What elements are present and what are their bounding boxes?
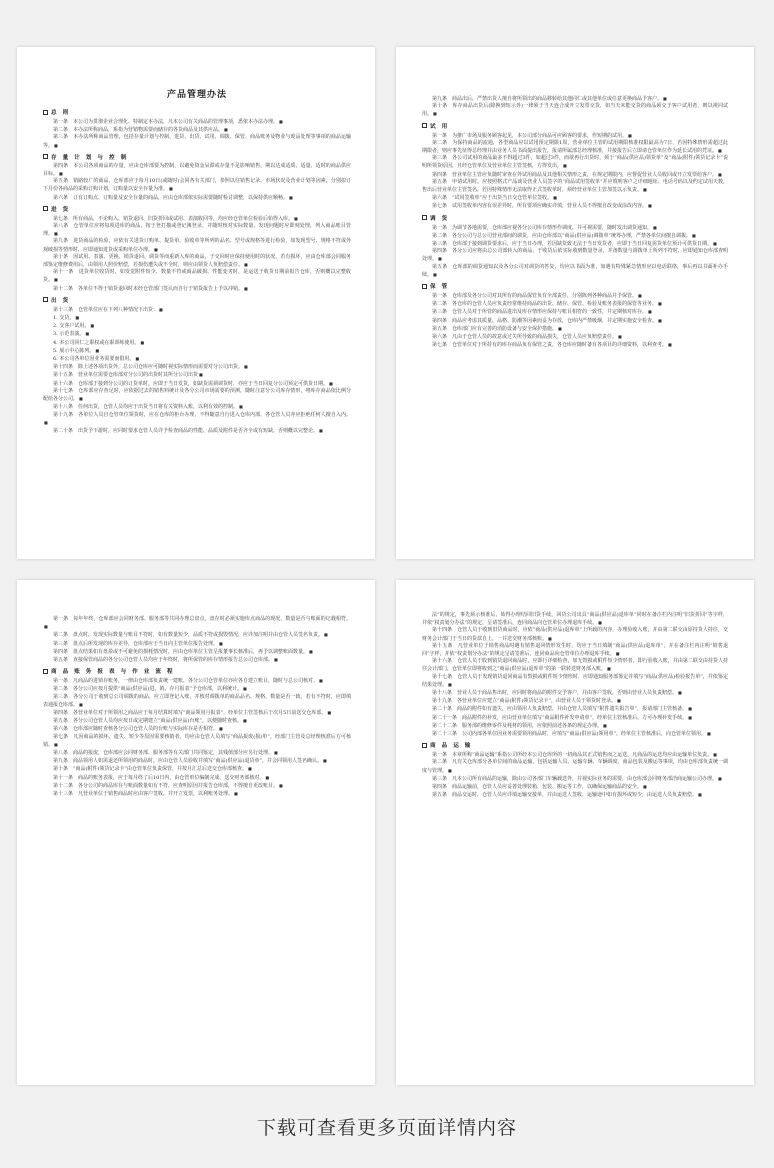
article-paragraph (43, 725, 351, 733)
article-paragraph (43, 178, 351, 193)
paragraph-text: 第二条 为保持商品的流通，各型商品应以试用预定期限1周，营业单位主管的试用期限核准权限最高为7日，若因特殊情形需超过此期限者，则应事先征得总经理并由业务人员书面提出报告，报请所属部总经理核准，并接报告后立即请仓管单位作为延长试用的凭证。 (422, 139, 728, 155)
checkbox-square-icon (422, 284, 427, 289)
paragraph-text: 第九条 商品领用人如需退还所领用的商品时，应由仓管人员验收并填写“商品(供应品)退货单”，并会同领用人签名确认。 (53, 758, 323, 765)
paragraph-text: 6. 本公司各单位因业务需要而借用。 (53, 356, 135, 363)
end-of-paragraph-icon: ■ (658, 317, 662, 323)
article-paragraph (422, 689, 728, 697)
end-of-paragraph-icon: ■ (159, 306, 163, 312)
article-paragraph (43, 254, 351, 269)
article-paragraph (422, 179, 728, 194)
end-of-paragraph-icon: ■ (319, 678, 323, 684)
end-of-paragraph-icon: ■ (658, 301, 662, 307)
chapter-heading (422, 214, 728, 222)
end-of-paragraph-icon: ■ (294, 215, 298, 221)
paragraph-text: 第九条 商品出后，严禁出货人擅自将所领出的商品移转给其他同仁或其他单位或任意更换商品予客户。 (432, 96, 663, 102)
article-paragraph (422, 697, 728, 705)
end-of-paragraph-icon: ■ (243, 686, 247, 692)
paragraph-text: 第十四条 除上述各项出货外，总公司仓库应可随时视实际情形而需要对分公司出货。 (53, 364, 244, 371)
article-paragraph (422, 232, 728, 240)
end-of-paragraph-icon: ■ (718, 775, 722, 781)
article-paragraph (422, 248, 728, 263)
end-of-paragraph-icon: ■ (653, 224, 657, 230)
end-of-paragraph-icon: ■ (248, 766, 252, 772)
paragraph-text: 第四条 本公司各项商品的存量，应由仓库部要为控制，以避免资金呆滞或存量不足影响销售，期以达成适质、适量、适时的商品供应目标。 (43, 162, 351, 178)
document-page-1 (17, 47, 375, 559)
chapter-heading-text: 进货 (51, 206, 75, 213)
article-paragraph (43, 355, 351, 363)
paragraph-text: 第四条 商品应考虑其质量、品格、防潮等因素而妥为存放，仓库内严禁吸烟，并定期实施安全检查。 (432, 317, 658, 324)
article-paragraph (422, 714, 728, 722)
end-of-paragraph-icon: ■ (234, 791, 238, 797)
paragraph-text: 第七条 试用签收单内容有误差异时，所有要项应确实详填，营业人员不得擅自改变或涂改内容。 (432, 203, 648, 210)
article-paragraph (43, 314, 351, 322)
article-paragraph (422, 627, 728, 642)
end-of-paragraph-icon: ■ (643, 784, 647, 790)
end-of-paragraph-icon: ■ (59, 171, 63, 177)
end-of-paragraph-icon: ■ (54, 142, 58, 148)
paragraph-text: 第十九条 各营业单位应建立“商品(附件)领货记录卡”，由营业人员于领货时登录。 (432, 698, 617, 705)
end-of-paragraph-icon: ■ (628, 132, 632, 138)
paragraph-text: 第五条 商品交运时，仓管人员应详填运输交接单，并由运送人签收，运输途中如有损坏或短少，由运送人员负责赔偿。 (432, 792, 698, 799)
paragraph-text: 第一条 本公司为贯彻企业合理化、特制定本办法，凡本公司有关商品的管理事项，悉依本办法办理。 (53, 119, 279, 125)
article-paragraph (43, 709, 351, 717)
paragraph-text: 第十一条 商品的账务表报，应于每月终了后10日内，由仓管单位编制完成，送交财务部核对。 (53, 774, 265, 781)
chapter-heading (422, 122, 728, 130)
end-of-paragraph-icon: ■ (553, 195, 557, 201)
chapter-heading (43, 153, 351, 161)
chapter-heading (422, 282, 728, 290)
paragraph-text: 第八条 仓管单位应将每项进库的商品，按于登打描或登记簿登录，并随时核对实际数量，发现问题时应即刻处理，列入商品账目管理。 (43, 223, 351, 238)
article-paragraph (43, 215, 351, 223)
paragraph-text: 第三条 各公司试用的商品最多不得超过3件，如超过3件，而欲再行出货时，须于“商品(供应品)领货单”及“商品(附件)领货记录卡”说明所领货原因，且经仓管单位及营业单位主管签核，方得发出。 (422, 155, 728, 170)
paragraph-text: 第十九条 各单位人员自仓管单位领货时，应在仓库的柜台办理，不得随意自行进入仓库内部，各仓管人员亦应拒绝任何人擅自入内。 (53, 411, 351, 418)
end-of-paragraph-icon: ■ (274, 750, 278, 756)
end-of-paragraph-icon: ■ (678, 690, 682, 696)
paragraph-text: 第五条 各分公司仓管人员均应按日或定期建立“商品(供应品)台账”，以便随时查核。 (53, 718, 243, 725)
paragraph-text: 第十六条 仓管人员于收到销货退回商品时，应即行详细检查，如无毁损或附件短少情形者，即行验收入账，并由第二联交由持货人持往会计部门，仓管单位即将收到之“商品(供应品)退库单”的第一联转送财务部入账。 (422, 658, 728, 673)
article-paragraph (422, 264, 728, 279)
article-paragraph (422, 171, 728, 179)
article-paragraph (43, 640, 351, 648)
article-paragraph (43, 118, 351, 126)
end-of-paragraph-icon: ■ (698, 792, 702, 798)
end-of-paragraph-icon: ■ (224, 127, 228, 133)
article-paragraph (43, 194, 351, 202)
end-of-paragraph-icon: ■ (79, 701, 83, 707)
document-title: 产品管理办法 (166, 90, 227, 100)
paragraph-text: 第二十二条 服务部的维修零件及耗材的领用，应依照前述各条的规定办理。 (432, 722, 603, 729)
article-paragraph (43, 306, 351, 314)
article-paragraph (43, 717, 351, 725)
paragraph-text: 第六条 订有订购点、订购量及安全存量的商品，应由仓库部依实际需要随时检讨调整，以保持供应顺畅。 (53, 194, 289, 201)
article-paragraph (43, 403, 351, 411)
paragraph-text: 第五条 仓库部门应有完善的消防设备与安全保护措施。 (432, 325, 558, 332)
paragraph-text: 第九条 进货商品的检验，应依有关进货订购单、提货单、验收单等所列的品名、型号或规格等进行检验，如发现型号、规格不符或外观破损等情形时，应即通知进货或采购单位办理。 (43, 238, 351, 253)
end-of-paragraph-icon: ■ (265, 774, 270, 780)
end-of-paragraph-icon: ■ (219, 640, 223, 646)
paragraph-text: 第六条 凡由于仓管人员的故意或过失所导致的商品损失，仓管人员应负赔偿责任。 (432, 334, 618, 341)
article-paragraph (43, 134, 351, 149)
end-of-paragraph-icon: ■ (713, 241, 717, 247)
article-paragraph (422, 202, 728, 210)
end-of-paragraph-icon: ■ (448, 681, 452, 687)
end-of-paragraph-icon: ■ (75, 315, 80, 321)
chapter-heading-text: 保管 (430, 284, 454, 291)
download-more-prompt[interactable]: 下载可查看更多页面详情内容 (256, 1117, 517, 1139)
paragraph-text: 第一条 为推广市场及服务顾客起见，本公司部分商品可应顾客的要求，作短期的试用。 (432, 132, 628, 139)
article-paragraph (43, 427, 351, 435)
paragraph-text: 第五条 直接保管商品的各分公司仓管人员均应于年终时，将所保管的库存情形报告总公司仓库部。 (53, 657, 274, 664)
end-of-paragraph-icon: ■ (135, 356, 140, 362)
article-paragraph (422, 730, 728, 738)
paragraph-text: 第四条 盘点结果如有盘盈或不可避免的损耗情况时，应由仓库单位主管呈报董事长核准后，再予以调整账面数量。 (53, 648, 309, 655)
paragraph-text: 第十五条 凡营业单位于销售商品时遇有销售退回情形发生时，均应于当日填制“商品(供应品)退库单”，并在备注栏内注明“销售退回”字样，并依“权责划分办法”的规定呈请签准后，连同商品向仓管单位办理退库手续。 (422, 642, 728, 658)
end-of-paragraph-icon: ■ (279, 782, 283, 788)
document-page-3 (17, 580, 375, 1085)
article-paragraph (43, 631, 351, 639)
end-of-paragraph-icon: ■ (279, 119, 283, 124)
paragraph-text: 第二条 盘点时，发现实际数量与账目不符时，如有数量短少，品质不符或损毁情况，应详加注明并由仓管人员签名负责。 (53, 632, 324, 639)
end-of-paragraph-icon: ■ (648, 309, 652, 315)
chapter-heading-text: 商品运输 (430, 743, 477, 750)
end-of-paragraph-icon: ■ (95, 347, 100, 353)
end-of-paragraph-icon: ■ (289, 194, 293, 200)
article-paragraph (43, 223, 351, 238)
end-of-paragraph-icon: ■ (319, 427, 323, 433)
article-paragraph (422, 103, 728, 118)
chapter-heading (43, 205, 351, 213)
article-paragraph (422, 341, 728, 349)
article-paragraph (43, 790, 351, 798)
end-of-paragraph-icon: ■ (598, 620, 602, 626)
chapter-heading (43, 108, 351, 116)
article-paragraph (422, 775, 728, 783)
page-body (43, 108, 351, 435)
end-of-paragraph-icon: ■ (309, 648, 313, 654)
end-of-paragraph-icon: ■ (668, 342, 672, 348)
end-of-paragraph-icon: ■ (433, 271, 437, 277)
end-of-paragraph-icon: ■ (85, 331, 90, 337)
checkbox-square-icon (422, 123, 427, 128)
end-of-paragraph-icon: ■ (323, 758, 327, 764)
paragraph-text: 第五条 仓库部的调货通知以及各分公司对调货的答复，均应以书面为准，如遇有特殊紧急情形应以电话联络，事后再以书面补办手续。 (422, 263, 728, 278)
article-paragraph (422, 292, 728, 300)
end-of-paragraph-icon: ■ (433, 111, 437, 117)
article-paragraph (43, 749, 351, 757)
paragraph-text: 第六条 仓库部应随时查核各分公司仓管人员的台账与实际库存是否相符。 (53, 726, 219, 733)
paragraph-text: 第二条 各分公司应按月提供“商品(供应品)进、销、存月报表”予仓库部，以利统计。 (53, 686, 243, 693)
paragraph-text: 第十一条 进货单位收货时，如发觉附件短少、数量不符或商品破损、性能变劣时，是运送于收货日期前报告仓库，否则概以完整收货。 (43, 269, 351, 284)
article-paragraph (43, 285, 351, 293)
checkbox-square-icon (43, 669, 48, 674)
paragraph-text: 第二十三条 公司内部各单位因业务需要领用商品时，应填写“商品(供应品)领用单”，经单位主管核准后，向仓管单位领用。 (432, 731, 707, 738)
end-of-paragraph-icon: ■ (327, 710, 332, 716)
end-of-paragraph-icon: ■ (244, 364, 248, 370)
paragraph-text: 第十八条 任何出货，仓管人员均应于出货当日将有关资料入账，以利有效的控制。 (53, 404, 239, 411)
paragraph-text: 第四条 各分公司应将由总公司部转入的商品，于收货后依实际收到数量登录，并备数量与调拨单上所列不符时，应即通知仓库部查明处理。 (422, 248, 728, 263)
end-of-paragraph-icon: ■ (324, 632, 328, 638)
paragraph-text: 第四条 商品运输前，仓管人员应妥善处理装箱、包装、搬运等工作，以确保运输商品的安全。 (432, 784, 643, 791)
article-paragraph (422, 132, 728, 140)
paragraph-text: 第三条 仓库部于接到调货要求后，应于当日办理，若因缺货致无法于当日发货者，应即于当日回复需货单位预计可供货日期。 (432, 241, 713, 248)
chapter-heading (43, 667, 351, 675)
paragraph-text: 1. 交货。 (53, 315, 75, 322)
end-of-paragraph-icon: ■ (718, 148, 722, 154)
paragraph-text: 第三条 凡本公司所有商品的运输，除由公司各部门车辆载送外，并视实际业务的需要，由仓库部会同财务部洽商运输公司办理。 (432, 775, 718, 782)
end-of-paragraph-icon: ■ (713, 752, 717, 758)
end-of-paragraph-icon: ■ (448, 767, 452, 773)
end-of-paragraph-icon: ■ (239, 404, 243, 410)
article-paragraph (422, 224, 728, 232)
article-paragraph (422, 308, 728, 316)
paragraph-text: 第一条 为调节各地需要，仓库部应视各分公司库存情形作调度，并可视需要，随时发出调货通知。 (432, 224, 653, 231)
paragraph-text: 4. 本公司同仁之职权或在职训练使用。 (53, 339, 140, 346)
article-paragraph (422, 658, 728, 673)
article-paragraph (43, 412, 351, 427)
paragraph-text: 第十二条 各分公司的商品库存与账面数量如有不符，应查明原因并报告仓库部，不得擅自更改账目。 (53, 782, 279, 789)
article-paragraph (43, 371, 351, 379)
article-paragraph (43, 765, 351, 773)
end-of-paragraph-icon: ■ (54, 231, 58, 237)
paragraph-text: 第八条 商品的报废，仓库部应会同财务部、服务部等有关部门共同鉴定，其残值部分应另行处理。 (53, 750, 274, 757)
article-paragraph (43, 347, 351, 355)
end-of-paragraph-icon: ■ (274, 657, 278, 663)
paragraph-text: 第三条 各分公司于收到总公司调拨的商品，应立即登记入账，并核对调拨单的商品品名、规格、数量是否一致，若有不符时，应即填表通报仓库部。 (43, 693, 351, 708)
article-paragraph (43, 685, 351, 693)
end-of-paragraph-icon: ■ (618, 334, 622, 340)
end-of-paragraph-icon: ■ (607, 666, 611, 672)
paragraph-text: 第七条 所有商品，不论购入、销货退回、旧货折回或试用、表演收回等，均应经仓管单位检验后始得入库。 (53, 215, 294, 222)
paragraph-text: 第十四条 仓管人员于收到旧货商品时，应依“商品(供应品)退库单”上所载的内容，办理验收入账，并由第二联交由原持货人持往，交财务会计部门于当日的货款自上，一并送交财务部核账。 (422, 627, 728, 642)
paragraph-text: 第十三条 仓管单位应在下列八种情况下出货： (53, 306, 159, 313)
article-paragraph (43, 757, 351, 765)
paragraph-text: 第十二条 各单位不得于销货退回时未经仓管部门签认而自行于销货报告上予以冲销。 (53, 285, 244, 292)
end-of-paragraph-icon: ■ (688, 714, 692, 720)
checkbox-square-icon (422, 743, 427, 748)
paragraph-text: 第七条 凡因商品的损坏、遗失、短少等原因需要核销者，均应由仓管人员填写“商品报废(损)单”，经部门主管及总经理核准后方可核销。 (43, 733, 351, 748)
end-of-paragraph-icon: ■ (199, 372, 203, 378)
article-paragraph (422, 333, 728, 341)
article-paragraph (422, 317, 728, 325)
article-paragraph (422, 612, 728, 627)
chapter-heading-text: 试用 (430, 123, 454, 130)
end-of-paragraph-icon: ■ (154, 246, 158, 252)
article-paragraph (43, 656, 351, 664)
article-paragraph (422, 155, 728, 170)
paragraph-text: 第二条 各分公司与总公司营业部间的调货，应由仓库部以“商品(供应品)调拨单”统筹办理，严禁各单位间擅自调拨。 (432, 232, 692, 239)
article-paragraph (43, 163, 351, 178)
article-paragraph (422, 300, 728, 308)
chapter-heading-text: 出货 (51, 297, 75, 304)
end-of-paragraph-icon: ■ (79, 396, 83, 402)
article-paragraph (422, 674, 728, 689)
checkbox-square-icon (43, 154, 48, 159)
article-paragraph (422, 722, 728, 730)
end-of-paragraph-icon: ■ (548, 635, 552, 641)
article-paragraph (422, 140, 728, 155)
paragraph-text: 第二条 各仓库的仓管人员应负责经常维持商品的出货、储存、保管、检验及账务表报的保管等业务。 (432, 301, 658, 308)
chapter-heading-text: 调货 (430, 215, 454, 222)
end-of-paragraph-icon: ■ (140, 339, 145, 345)
paragraph-text: 第五条 销路较广的商品，仓库部应于每月10日(或随时)会同各有关部门，参照以往销售记录、市场状况及营业计划等因素，分别拟订下月份各商品的采购订购计划，订购量以安全存量为准。 (43, 178, 351, 193)
article-paragraph (422, 325, 728, 333)
article-paragraph (422, 759, 728, 774)
paragraph-text: 第二十条 出货予下游时，应同时要求仓管人员详予检查商品的性能、品质及附件是否齐全或有短缺，否则概以完整论。 (53, 427, 319, 434)
end-of-paragraph-icon: ■ (438, 256, 442, 262)
article-paragraph (43, 677, 351, 685)
article-paragraph (43, 330, 351, 338)
page-body (43, 616, 351, 798)
article-paragraph (43, 339, 351, 347)
article-paragraph (43, 616, 351, 631)
paragraph-text: 第二十条 商品的附件如有遗失，应由领用人负责赔偿，并由仓管人员填写“附件遗失报告单”，报请部门主管核备。 (432, 706, 688, 713)
checkbox-square-icon (43, 206, 48, 211)
end-of-paragraph-icon: ■ (219, 726, 223, 732)
paragraph-text: 第十八条 营业人员于商品售出时，应同时将商品的附件交予客户，并由客户签收，否则由营业人员负责赔偿。 (432, 690, 678, 697)
paragraph-text: 第十条 因试用、表演、更换、销货退回、调货等而重新入库的商品，于交回时应保持使用时的状况，若有损坏，应由仓库部会同服务部鉴定维修费用后，由领用人照价赔偿，若损伤遭失或不全时，则应由领货人负赔偿责任。 (43, 253, 351, 269)
end-of-paragraph-icon: ■ (615, 651, 620, 657)
end-of-paragraph-icon: ■ (44, 419, 48, 425)
article-paragraph (422, 705, 728, 713)
end-of-paragraph-icon: ■ (648, 203, 652, 209)
paragraph-text: 第四条 各营业单位对于所领用之商品应于每月结算时填写“商品领用月报表”，经单位主管签核后于次月5日前送交仓库部。 (53, 710, 327, 717)
article-paragraph (43, 322, 351, 330)
page-body (422, 95, 728, 349)
end-of-paragraph-icon: ■ (692, 232, 696, 238)
paragraph-text: 2. 交客户试用。 (53, 323, 90, 330)
end-of-paragraph-icon: ■ (558, 325, 562, 331)
end-of-paragraph-icon: ■ (243, 718, 247, 724)
article-paragraph (422, 194, 728, 202)
article-paragraph (43, 388, 351, 403)
paragraph-text: 第六条 “试用签收单”应于出货当日交仓管单位签收。 (432, 195, 553, 202)
paragraph-text: 第十七条 仓管人员于发现销货退回商品有毁损或附件短少情形时，应即通知服务部鉴定并填写“商品(供应品)检验报告单”，并依鉴定结果处理。 (422, 673, 728, 688)
article-paragraph (422, 95, 728, 103)
paragraph-text: 第十五条 营业单位需要仓库部对分公司的出货时其所分公司出货 (53, 372, 199, 379)
paragraph-text: 第一条 本章所称“商品运输”系指公司所经本公司仓库所的一切商品其正式销售而之运送，凡商品的运送均应由运输单位负责。 (432, 752, 713, 759)
end-of-paragraph-icon: ■ (707, 731, 711, 737)
paragraph-text: 第一条 仓库部及各分公司对其所有的商品保管负有全部责任，分别陈列各种商品并予保管。 (432, 293, 638, 300)
end-of-paragraph-icon: ■ (617, 698, 621, 704)
end-of-paragraph-icon: ■ (688, 706, 692, 712)
paragraph-text: 第三条 盘点后所发现的库存差异，仓库部应于当日向主管单位报告处理。 (53, 640, 219, 647)
article-paragraph (43, 648, 351, 656)
document-page-4 (396, 580, 754, 1085)
paragraph-text: 第四条 营业单位主管应负随时审查在外试用商品及其他相关情形之责，在规定期限内，应督促营业人员收回或开立发票给客户。 (432, 171, 718, 178)
article-paragraph (422, 783, 728, 791)
article-paragraph (43, 269, 351, 284)
end-of-paragraph-icon: ■ (329, 380, 333, 386)
chapter-heading-text: 存量计划与控制 (51, 154, 133, 161)
article-paragraph (43, 380, 351, 388)
paragraph-text: 法”的规定，事先须示核准后，始得办理结回旧货手续，回货公司出具“商品(供应品)退库单”同时在备注栏内注明“旧货折回”等字样，并依“权责划分办法”的规定，呈请签准后，连同商品向仓管单位办理退库手续。 (422, 612, 728, 627)
end-of-paragraph-icon: ■ (643, 187, 647, 193)
end-of-paragraph-icon: ■ (663, 96, 667, 101)
paragraph-text: 第十三条 凡营业单位于销售商品时应由客户签收，并开立发票，以利账务处理。 (53, 791, 234, 798)
checkbox-square-icon (43, 297, 48, 302)
paragraph-text: 第一条 凡商品的进销存账务，一律由仓库部负责统一建账，各分公司仓管单位亦应各自建立账目，随时与总公司核对。 (53, 678, 319, 685)
paragraph-text: 第五条 申请试用时，应按照格式产品谈及营业人员签字的“商品试用签收单”并应填明客户之详细地址、电话号码以及约定试用天数，售出后营业单位主管签名，若因特殊情形无法取得正式签收单时，须经营业单位主管加签以示负责。 (422, 178, 728, 194)
end-of-paragraph-icon: ■ (603, 722, 607, 728)
paragraph-text: 第十条 “商品(附件)领货记录卡”由仓管单位负责保管，并按月汇总后送交仓库部核查。 (53, 766, 248, 773)
paragraph-text: 第二条 凡有关仓库部分各单位间的商品运输，包括运输人员、运输车辆、车辆调度、商品包装及搬运等事项，均由仓库部负责统一调度与管理。 (422, 759, 728, 774)
document-page-2 (396, 47, 754, 559)
article-paragraph (43, 734, 351, 749)
end-of-paragraph-icon: ■ (44, 624, 48, 630)
end-of-paragraph-icon: ■ (563, 163, 567, 169)
checkbox-square-icon (422, 215, 427, 220)
chapter-heading-text: 商品账务报表与作业流程 (51, 669, 179, 676)
article-paragraph (43, 774, 351, 782)
article-paragraph (43, 694, 351, 709)
chapter-heading (422, 741, 728, 749)
paragraph-text: 第三条 本办法所称商品管理，包括存量计划与控制、进货、出货、试用、调拨、保管、商品账务及物业与废品处理等事项的商品运输等。 (43, 134, 351, 149)
checkbox-square-icon (43, 110, 48, 115)
end-of-paragraph-icon: ■ (90, 323, 95, 329)
paragraph-text: 5. 展示中心陈列。 (53, 347, 95, 354)
end-of-paragraph-icon: ■ (638, 293, 642, 299)
page-body (422, 612, 728, 799)
paragraph-text: 第一条 每年年终，仓库部应会同财务部、服务部等共同办理总盘点，盘存时必须实施库点商品的现况，数量是否与账面的记载相符。 (53, 616, 351, 622)
article-paragraph (422, 643, 728, 658)
end-of-paragraph-icon: ■ (54, 741, 58, 747)
article-paragraph (43, 782, 351, 790)
paragraph-text: 第十七条 仓库部应存查足时，应依据过去的销售料统计及各分公司市场需要的预测，随时注意分公司库存情形，将库存商品依比例分配给各分公司。 (43, 387, 351, 403)
article-paragraph (43, 238, 351, 253)
chapter-heading-text: 总则 (51, 110, 75, 116)
end-of-paragraph-icon: ■ (54, 277, 58, 283)
paragraph-text: 第二十一条 商品附件的补发，应由营业单位填写“商品附件补发申请单”，经单位主管核准后，方可办理补发手续。 (432, 714, 688, 721)
chapter-heading (43, 296, 351, 304)
paragraph-text: 第十条 库存商品出货后(除换到短示外)一律须于当天连合成开立发票交货，如当天未能交货的商品须交于客户试用者，则以视同试用。 (422, 103, 728, 118)
end-of-paragraph-icon: ■ (244, 285, 248, 291)
article-paragraph (43, 363, 351, 371)
end-of-paragraph-icon: ■ (718, 171, 722, 177)
paragraph-text: 第七条 仓管单位对于所持有的库存商品负有保管之责，各仓库应随时备有各项目的详细资料，以利查考。 (432, 342, 668, 349)
paragraph-text: 第二条 本办法所称商品，系指为营销物需要而储存的各货商品及其供应品。 (53, 127, 224, 134)
paragraph-text: 第十六条 仓库部于接到分公司的订货单时，应即于当日发货，如缺货需须调货时，亦应于当日回复分公司预定可供货日期。 (53, 380, 329, 387)
paragraph-text: 第三条 仓管人员对于所管的商品进出及库存情形应保持与账目相符的一致性，并定期核对库存。 (432, 309, 648, 316)
end-of-paragraph-icon: ■ (244, 262, 248, 268)
paragraph-text: 3. 示范表演。 (53, 331, 85, 338)
article-paragraph (422, 791, 728, 799)
end-of-paragraph-icon: ■ (169, 186, 173, 192)
